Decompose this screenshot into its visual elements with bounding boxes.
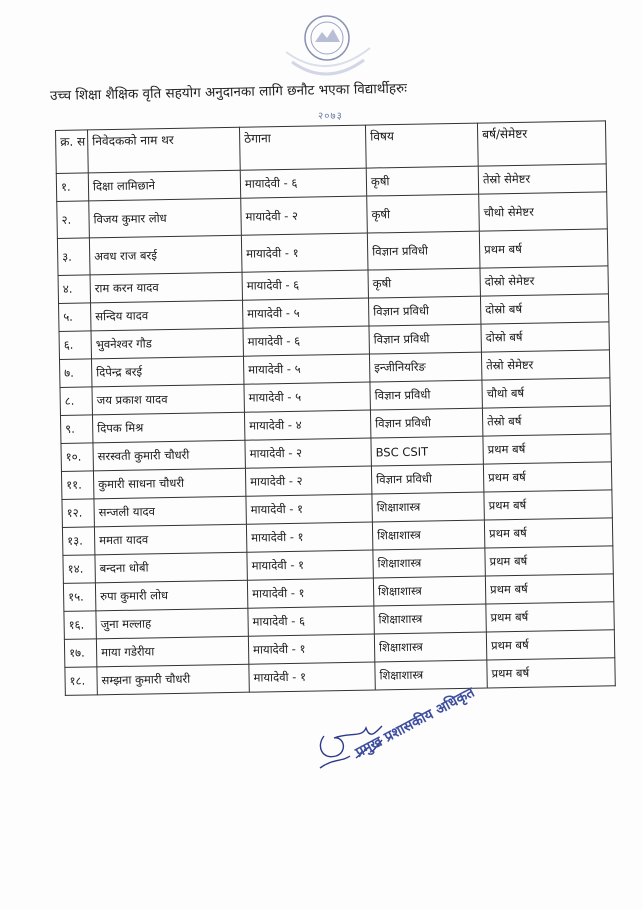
cell-subject: शिक्षाशास्त्र xyxy=(372,520,484,550)
cell-serial: ४. xyxy=(58,275,90,304)
cell-name: रुपा कुमारी लोध xyxy=(95,580,247,611)
cell-name: सन्जली यादव xyxy=(94,496,246,527)
cell-address: मायादेवी - ६ xyxy=(243,326,369,356)
cell-address: मायादेवी - २ xyxy=(245,466,371,496)
cell-address: मायादेवी - ५ xyxy=(243,354,369,384)
header-address: ठेगाना xyxy=(239,125,366,170)
cell-year-semester: दोस्रो बर्ष xyxy=(480,294,608,324)
cell-subject: शिक्षाशास्त्र xyxy=(374,632,486,662)
cell-serial: ५. xyxy=(59,303,91,332)
cell-year-semester: प्रथम बर्ष xyxy=(483,434,611,464)
cell-serial: १३. xyxy=(62,527,94,556)
cell-name: दिक्षा लामिछाने xyxy=(88,170,240,201)
cell-subject: विज्ञान प्रविधी xyxy=(369,324,481,354)
cell-name: सम्झना कुमारी चौधरी xyxy=(97,664,249,695)
cell-serial: ८. xyxy=(60,387,92,416)
cell-subject: शिक्षाशास्त्र xyxy=(373,548,485,578)
cell-year-semester: प्रथम बर्ष xyxy=(486,602,614,632)
cell-serial: १८. xyxy=(65,667,97,696)
table-body xyxy=(56,164,615,696)
cell-serial: १६. xyxy=(64,611,96,640)
cell-address: मायादेवी - २ xyxy=(241,196,368,235)
cell-serial: १७. xyxy=(64,639,96,668)
cell-address: मायादेवी - ६ xyxy=(242,270,368,300)
cell-serial: ३. xyxy=(57,238,90,276)
header-name: निवेदकको नाम थर xyxy=(88,127,241,173)
cell-subject: कृषी xyxy=(366,166,478,196)
cell-subject: शिक्षाशास्त्र xyxy=(374,604,486,634)
cell-address: मायादेवी - १ xyxy=(247,578,373,608)
cell-serial: ७. xyxy=(60,359,92,388)
cell-serial: १०. xyxy=(61,443,93,472)
cell-year-semester: प्रथम बर्ष xyxy=(484,490,612,520)
cell-subject: विज्ञान प्रविधी xyxy=(367,231,480,270)
municipality-seal-emblem xyxy=(272,2,382,86)
cell-name: सन्दिय यादव xyxy=(91,300,243,331)
cell-subject: विज्ञान प्रविधी xyxy=(370,408,482,438)
cell-subject: कृषी xyxy=(367,194,480,233)
cell-address: मायादेवी - १ xyxy=(249,662,375,692)
cell-year-semester: तेस्रो सेमेष्टर xyxy=(481,350,609,380)
cell-name: ममता यादव xyxy=(94,524,246,555)
cell-address: मायादेवी - १ xyxy=(246,494,372,524)
cell-year-semester: प्रथम बर्ष xyxy=(486,630,614,660)
cell-subject: विज्ञान प्रविधी xyxy=(370,380,482,410)
cell-subject: शिक्षाशास्त्र xyxy=(373,576,485,606)
cell-name: दिपेन्द्र बरई xyxy=(92,356,244,387)
cell-subject: विज्ञान प्रविधी xyxy=(371,464,483,494)
cell-address: मायादेवी - १ xyxy=(241,233,368,272)
cell-serial: २. xyxy=(57,201,90,239)
cell-year-semester: दोस्रो सेमेष्टर xyxy=(480,266,608,296)
cell-serial: ९. xyxy=(60,415,92,444)
cell-year-semester: प्रथम बर्ष xyxy=(487,658,615,688)
seal-year: २०७३ xyxy=(318,111,343,122)
cell-subject: इन्जीनियरिङ xyxy=(369,352,481,382)
cell-address: मायादेवी - ६ xyxy=(240,168,366,198)
cell-year-semester: प्रथम बर्ष xyxy=(484,518,612,548)
cell-year-semester: तेस्रो सेमेष्टर xyxy=(478,164,606,194)
cell-subject: विज्ञान प्रविधी xyxy=(368,296,480,326)
cell-name: राम करन यादव xyxy=(90,272,242,303)
cell-year-semester: प्रथम बर्ष xyxy=(485,574,613,604)
cell-name: बन्दना धोबी xyxy=(95,552,247,583)
cell-address: मायादेवी - ५ xyxy=(242,298,368,328)
cell-name: सरस्वती कुमारी चौधरी xyxy=(93,440,245,471)
official-stamp: प्रमुख प्रशासकीय अधिकृत xyxy=(352,684,478,761)
cell-year-semester: प्रथम बर्ष xyxy=(479,229,608,268)
cell-address: मायादेवी - २ xyxy=(245,438,371,468)
cell-address: मायादेवी - ६ xyxy=(248,606,374,636)
cell-subject: शिक्षाशास्त्र xyxy=(375,660,487,690)
cell-name: दिपक मिश्र xyxy=(92,412,244,443)
cell-subject: शिक्षाशास्त्र xyxy=(372,492,484,522)
cell-address: मायादेवी - १ xyxy=(246,522,372,552)
cell-address: मायादेवी - १ xyxy=(247,550,373,580)
cell-address: मायादेवी - ५ xyxy=(244,382,370,412)
cell-subject: कृषी xyxy=(368,268,480,298)
cell-year-semester: प्रथम बर्ष xyxy=(485,546,613,576)
students-table-wrapper xyxy=(55,120,615,696)
cell-serial: १५. xyxy=(63,583,95,612)
cell-year-semester: तेस्रो बर्ष xyxy=(482,406,610,436)
cell-year-semester: चौथो सेमेष्टर xyxy=(479,192,608,231)
cell-serial: ११. xyxy=(61,471,93,500)
cell-address: मायादेवी - ४ xyxy=(244,410,370,440)
header-subject: विषय xyxy=(365,123,478,168)
cell-name: कुमारी साधना चौधरी xyxy=(93,468,245,499)
cell-year-semester: प्रथम बर्ष xyxy=(483,462,611,492)
cell-serial: १२. xyxy=(62,499,94,528)
cell-year-semester: दोस्रो बर्ष xyxy=(481,322,609,352)
header-year-semester: बर्ष/सेमेष्टर xyxy=(477,121,606,166)
cell-name: जुना मल्लाह xyxy=(96,608,248,639)
cell-name: माया गडेरीया xyxy=(96,636,248,667)
cell-name: विजय कुमार लोध xyxy=(89,198,242,238)
cell-name: अवध राज बरई xyxy=(89,235,242,275)
cell-year-semester: चौथो बर्ष xyxy=(482,378,610,408)
document-heading: उच्च शिक्षा शैक्षिक वृति सहयोग अनुदानका लागि छनौट भएका विद्यार्थीहरुः xyxy=(49,80,408,104)
students-table xyxy=(55,120,616,696)
header-serial: क्र. स xyxy=(56,130,89,174)
cell-serial: ६. xyxy=(59,331,91,360)
cell-serial: १. xyxy=(56,173,88,202)
cell-serial: १४. xyxy=(63,555,95,584)
cell-subject: BSC CSIT xyxy=(371,436,483,466)
cell-name: भुवनेश्वर गौड xyxy=(91,328,243,359)
cell-address: मायादेवी - १ xyxy=(248,634,374,664)
cell-name: जय प्रकाश यादव xyxy=(92,384,244,415)
